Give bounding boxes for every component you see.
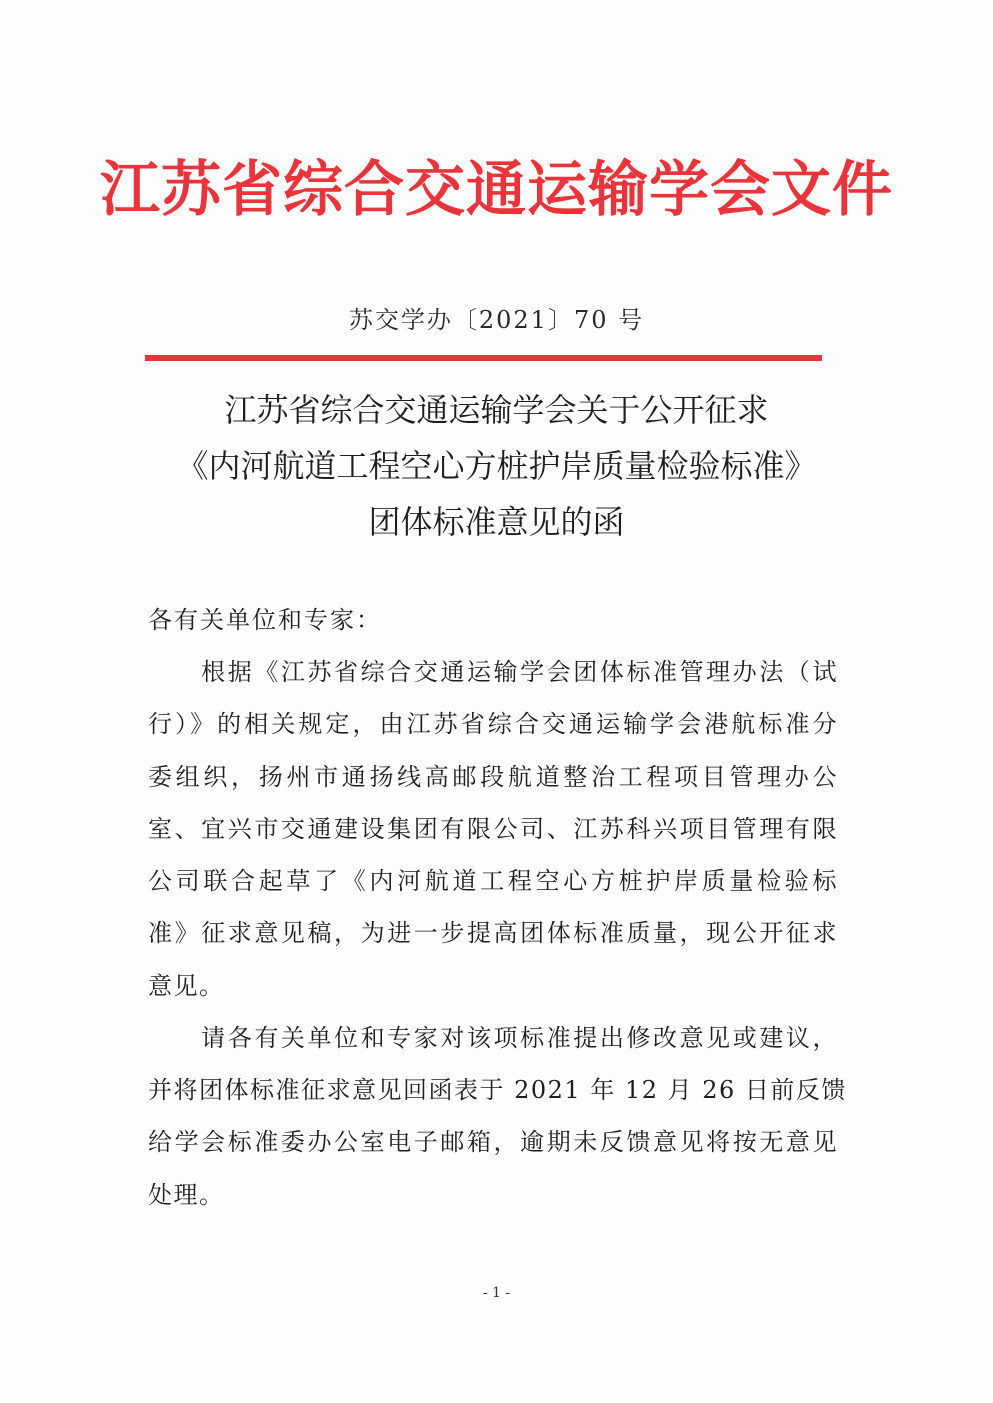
page-number: - 1 - [482,1285,511,1301]
red-separator-line [145,355,822,361]
document-subject [0,382,993,550]
paragraph-1-line: 行）》的相关规定，由江苏省综合交通运输学会港航标准分 [148,710,838,738]
document-number: 苏交学办〔2021〕70 号 [348,306,645,334]
salutation: 各有关单位和专家： [148,606,382,634]
paragraph-1-line: 公司联合起草了《内河航道工程空心方桩护岸质量检验标 [148,867,838,895]
paragraph-1-line: 根据《江苏省综合交通运输学会团体标准管理办法（试 [148,658,838,686]
paragraph-1-line: 意见。 [148,972,225,1000]
paragraph-2-line: 给学会标准委办公室电子邮箱，逾期未反馈意见将按无意见 [148,1128,838,1156]
subject-line-3: 团体标准意见的函 [368,503,625,541]
paragraph-2-line: 并将团体标准征求意见回函表于 2021 年 12 月 26 日前反馈 [148,1076,847,1104]
subject-line-1: 江苏省综合交通运输学会关于公开征求 [224,391,769,429]
paragraph-1-line: 委组织，扬州市通扬线高邮段航道整治工程项目管理办公 [148,763,838,791]
subject-line-2: 《内河航道工程空心方桩护岸质量检验标准》 [176,447,817,485]
paragraph-2-line: 处理。 [148,1181,225,1209]
issuing-organization-title: 江苏省综合交通运输学会文件 [100,155,893,225]
paragraph-2-line: 请各有关单位和专家对该项标准提出修改意见或建议， [148,1024,838,1052]
paragraph-1-line: 准》征求意见稿，为进一步提高团体标准质量，现公开征求 [148,919,838,947]
paragraph-1-line: 室、宜兴市交通建设集团有限公司、江苏科兴项目管理有限 [148,815,838,843]
